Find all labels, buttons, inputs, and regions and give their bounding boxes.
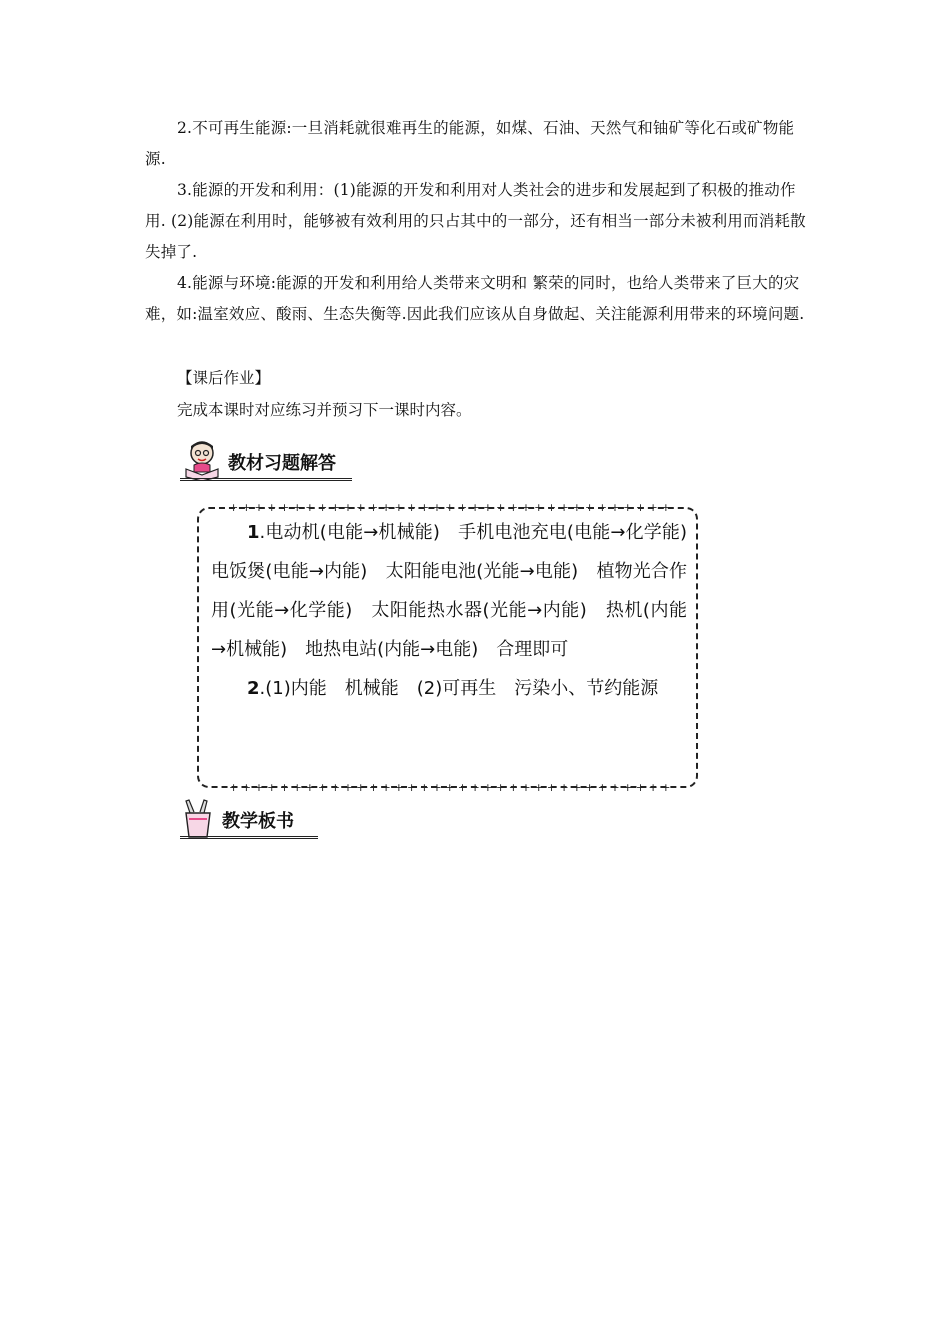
answer-1 (211, 513, 705, 669)
section-heading-exercises (180, 437, 360, 481)
paragraph-environment: 4.能源与环境:能源的开发和利用给人类带来文明和 繁荣的同时，也给人类带来了巨大的灾难，如:温室效应、酸雨、生态失衡等.因此我们应该从自身做起、关注能源利用带来的环境问题. (145, 274, 805, 323)
answer-text (211, 513, 705, 708)
heading-underline (180, 836, 318, 839)
answer-box: + + + + + + + + + + + + + + + + + + + + + + + + + + + + + + + + + + + + + + + + + + + + + + + + + + + + + + + + + + + + + + + + + + + + + + 1.电动机(电能→机械能) 手机电池充电(电能→化学能) 电饭煲(电能→内能) 太阳能电池(光能→电能) 植物光合作用(光能→化学能) 太阳能热水器(光能→内能) 热机(内能→机械能) 地热电站(内能→电能) 合理即可 2.(1)内能 机械能 (2)可再生 污染小、节约能源 (197, 507, 698, 788)
paragraph-development: 3.能源的开发和利用：(1)能源的开发和利用对人类社会的进步和发展起到了积极的推动作用. (2)能源在利用时，能够被有效利用的只占其中的一部分，还有相当一部分未被利用而消耗散失掉了. (145, 181, 806, 261)
pencil-cup-icon (180, 799, 216, 839)
heading-underline (180, 478, 352, 481)
section-title-exercises: 教材习题解答 (228, 453, 336, 474)
answer-1-number: 1 (247, 522, 260, 543)
answer-2-number: 2 (247, 678, 260, 699)
section-title-board: 教学板书 (222, 811, 294, 832)
homework-title: 【课后作业】 (177, 369, 271, 387)
homework-text: 完成本课时对应练习并预习下一课时内容。 (177, 401, 472, 419)
answer-2 (211, 669, 687, 708)
answer-2-text: .(1)内能 机械能 (2)可再生 污染小、节约能源 (259, 678, 659, 699)
student-reading-icon (180, 439, 222, 481)
answer-1-text: .电动机(电能→机械能) 手机电池充电(电能→化学能) 电饭煲(电能→内能) 太阳能电池(光能→电能) 植物光合作用(光能→化学能) 太阳能热水器(光能→内能) 热机(内能→机械能) 地热电站(内能→电能) 合理即可 (211, 522, 705, 660)
section-heading-board (180, 795, 320, 839)
paragraph-nonrenewable: 2.不可再生能源:一旦消耗就很难再生的能源，如煤、石油、天然气和铀矿等化石或矿物能源. (145, 119, 795, 168)
